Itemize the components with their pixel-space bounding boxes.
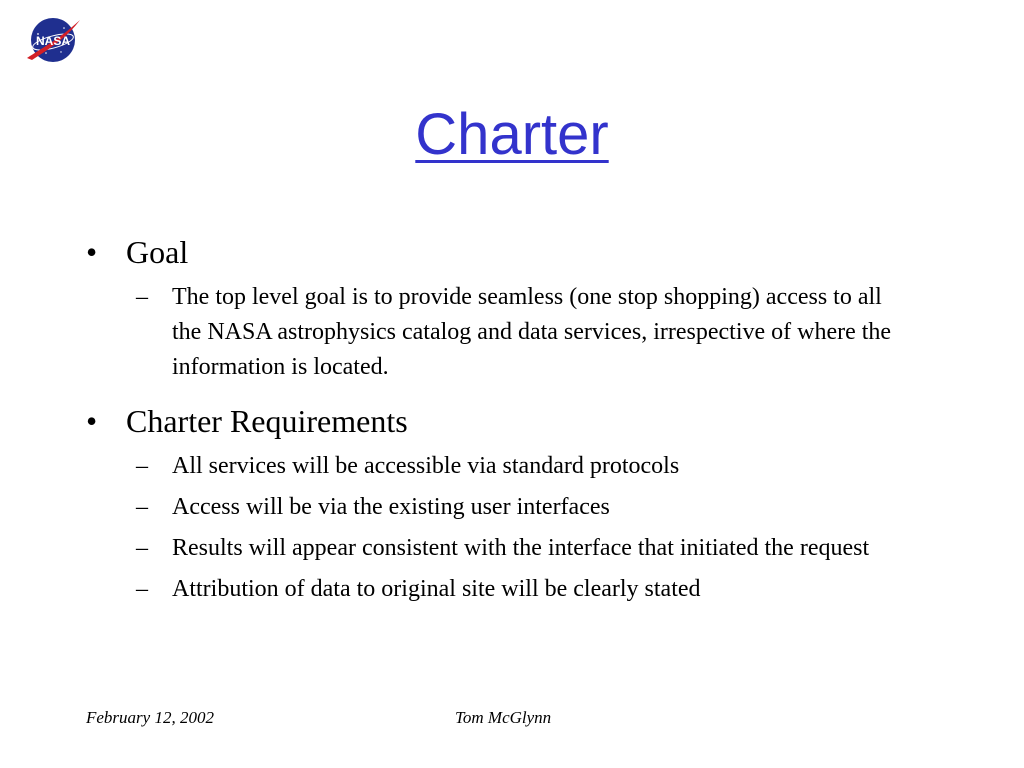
nasa-logo bbox=[24, 14, 82, 66]
sub-marker: – bbox=[136, 284, 148, 310]
sub-item-consistent-results bbox=[0, 531, 1024, 566]
sub-item-existing-interfaces bbox=[0, 490, 1024, 525]
sub-marker: – bbox=[136, 494, 148, 520]
sub-item-standard-protocols bbox=[0, 449, 1024, 484]
slide-title: Charter bbox=[415, 102, 609, 167]
bullet-label: Charter Requirements bbox=[126, 403, 408, 439]
nasa-meatball-icon bbox=[24, 14, 82, 66]
bullet-marker: • bbox=[86, 234, 98, 270]
sub-item-attribution bbox=[0, 572, 1024, 607]
footer-author: Tom McGlynn bbox=[455, 708, 552, 727]
bullet-charter-requirements bbox=[0, 401, 1024, 441]
bullet-label: Goal bbox=[126, 234, 189, 270]
slide-content bbox=[0, 232, 1024, 613]
sub-item-text: Attribution of data to original site will be clearly stated bbox=[172, 576, 701, 602]
sub-marker: – bbox=[136, 453, 148, 479]
footer-date: February 12, 2002 bbox=[86, 708, 214, 727]
sub-item-text: All services will be accessible via standard protocols bbox=[172, 453, 680, 479]
sub-marker: – bbox=[136, 576, 148, 602]
sub-item-text: Access will be via the existing user interfaces bbox=[172, 494, 610, 520]
sub-item-text: The top level goal is to provide seamless (one stop shopping) access to all the NASA astrophysics catalog and data services, irrespective of where the information is located. bbox=[172, 284, 892, 380]
nasa-logo-text: NASA bbox=[35, 34, 71, 48]
bullet-marker: • bbox=[86, 403, 98, 439]
sub-item-goal-description bbox=[0, 280, 1024, 385]
sub-item-text: Results will appear consistent with the interface that initiated the request bbox=[172, 535, 870, 561]
bullet-goal bbox=[0, 232, 1024, 272]
sub-marker: – bbox=[136, 535, 148, 561]
